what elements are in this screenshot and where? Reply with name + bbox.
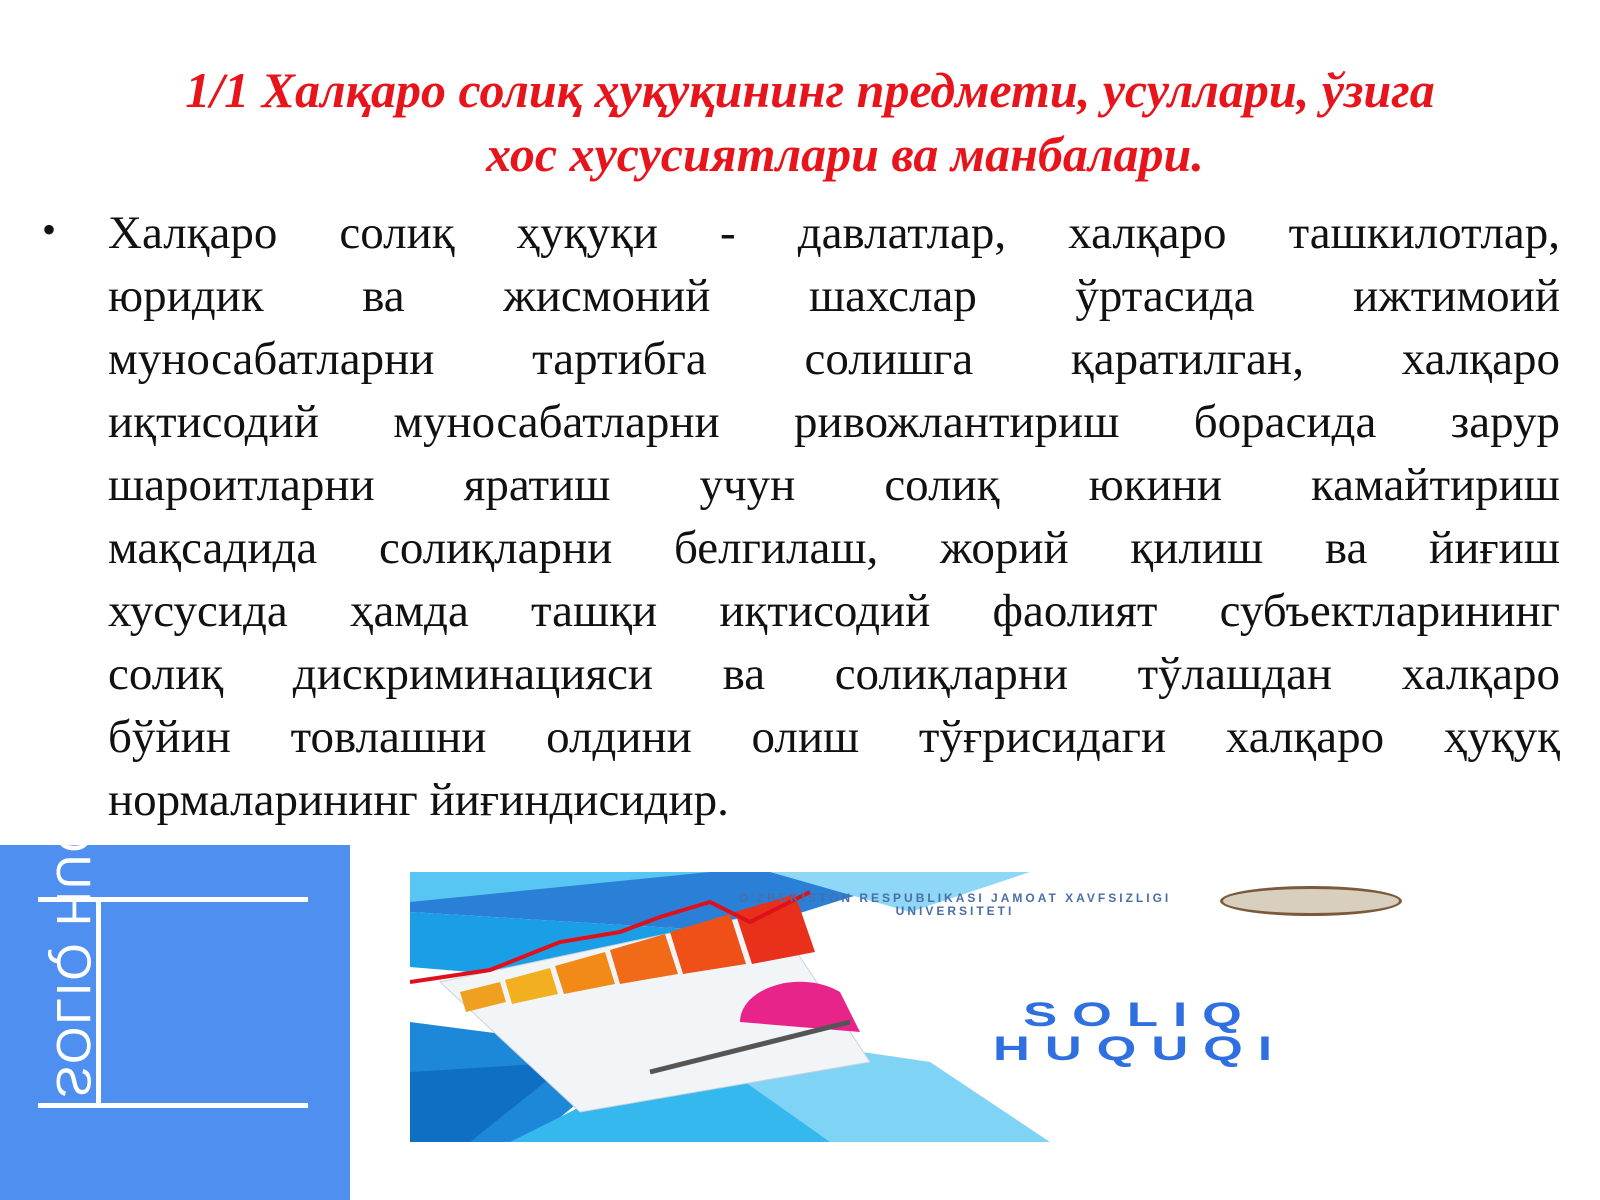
paragraph-line: иқтисодий муносабатларни ривожлантириш борасида зарур	[108, 396, 1560, 448]
slide-title	[60, 58, 1560, 186]
paragraph-line: мақсадида солиқларни белгилаш, жорий қилиш ва йиғиш	[108, 522, 1560, 574]
spine-title: SOLIQ HUQUQI	[46, 721, 99, 1098]
bullet-icon: •	[42, 207, 57, 252]
cover-title	[750, 998, 1430, 1066]
paragraph-line: солиқ дискриминацияси ва солиқларни тўлашдан халқаро	[108, 648, 1560, 700]
slide-title-line-1: 1/1 Халқаро солиқ ҳуқуқининг предмети, усуллари, ўзига	[185, 62, 1435, 118]
cover-university-name: O'ZBEKISTON RESPUBLIKASI JAMOAT XAVFSIZLIGI UNIVERSITETI	[738, 891, 1172, 918]
paragraph-line: юридик ва жисмоний шахслар ўртасида ижтимоий	[108, 270, 1560, 322]
paragraph-line: муносабатларни тартибга солишга қаратилган, халқаро	[108, 333, 1560, 385]
cover-title-line-1: SOLIQ	[1023, 996, 1257, 1034]
paragraph-line: шароитларни яратиш учун солиқ юкини камайтириш	[108, 459, 1560, 511]
slide-title-line-2: хос хусусиятлари ва манбалари.	[486, 126, 1204, 182]
spine-bottom-rule	[38, 1103, 308, 1108]
paragraph-line: Халқаро солиқ ҳуқуқи - давлатлар, халқаро ташкилотлар,	[108, 207, 1560, 259]
paragraph-line: хусусида ҳамда ташқи иқтисодий фаолият субъектларининг	[108, 585, 1560, 637]
cover-title-line-2: HUQUQI	[993, 1030, 1287, 1068]
book-cover-image	[410, 872, 1430, 1142]
paragraph-line: бўйин товлашни олдини олиш тўғрисидаги халқаро ҳуқуқ	[108, 711, 1560, 763]
paragraph-line: нормаларининг йиғиндисидир.	[108, 774, 729, 826]
university-seal-icon	[1220, 886, 1402, 916]
